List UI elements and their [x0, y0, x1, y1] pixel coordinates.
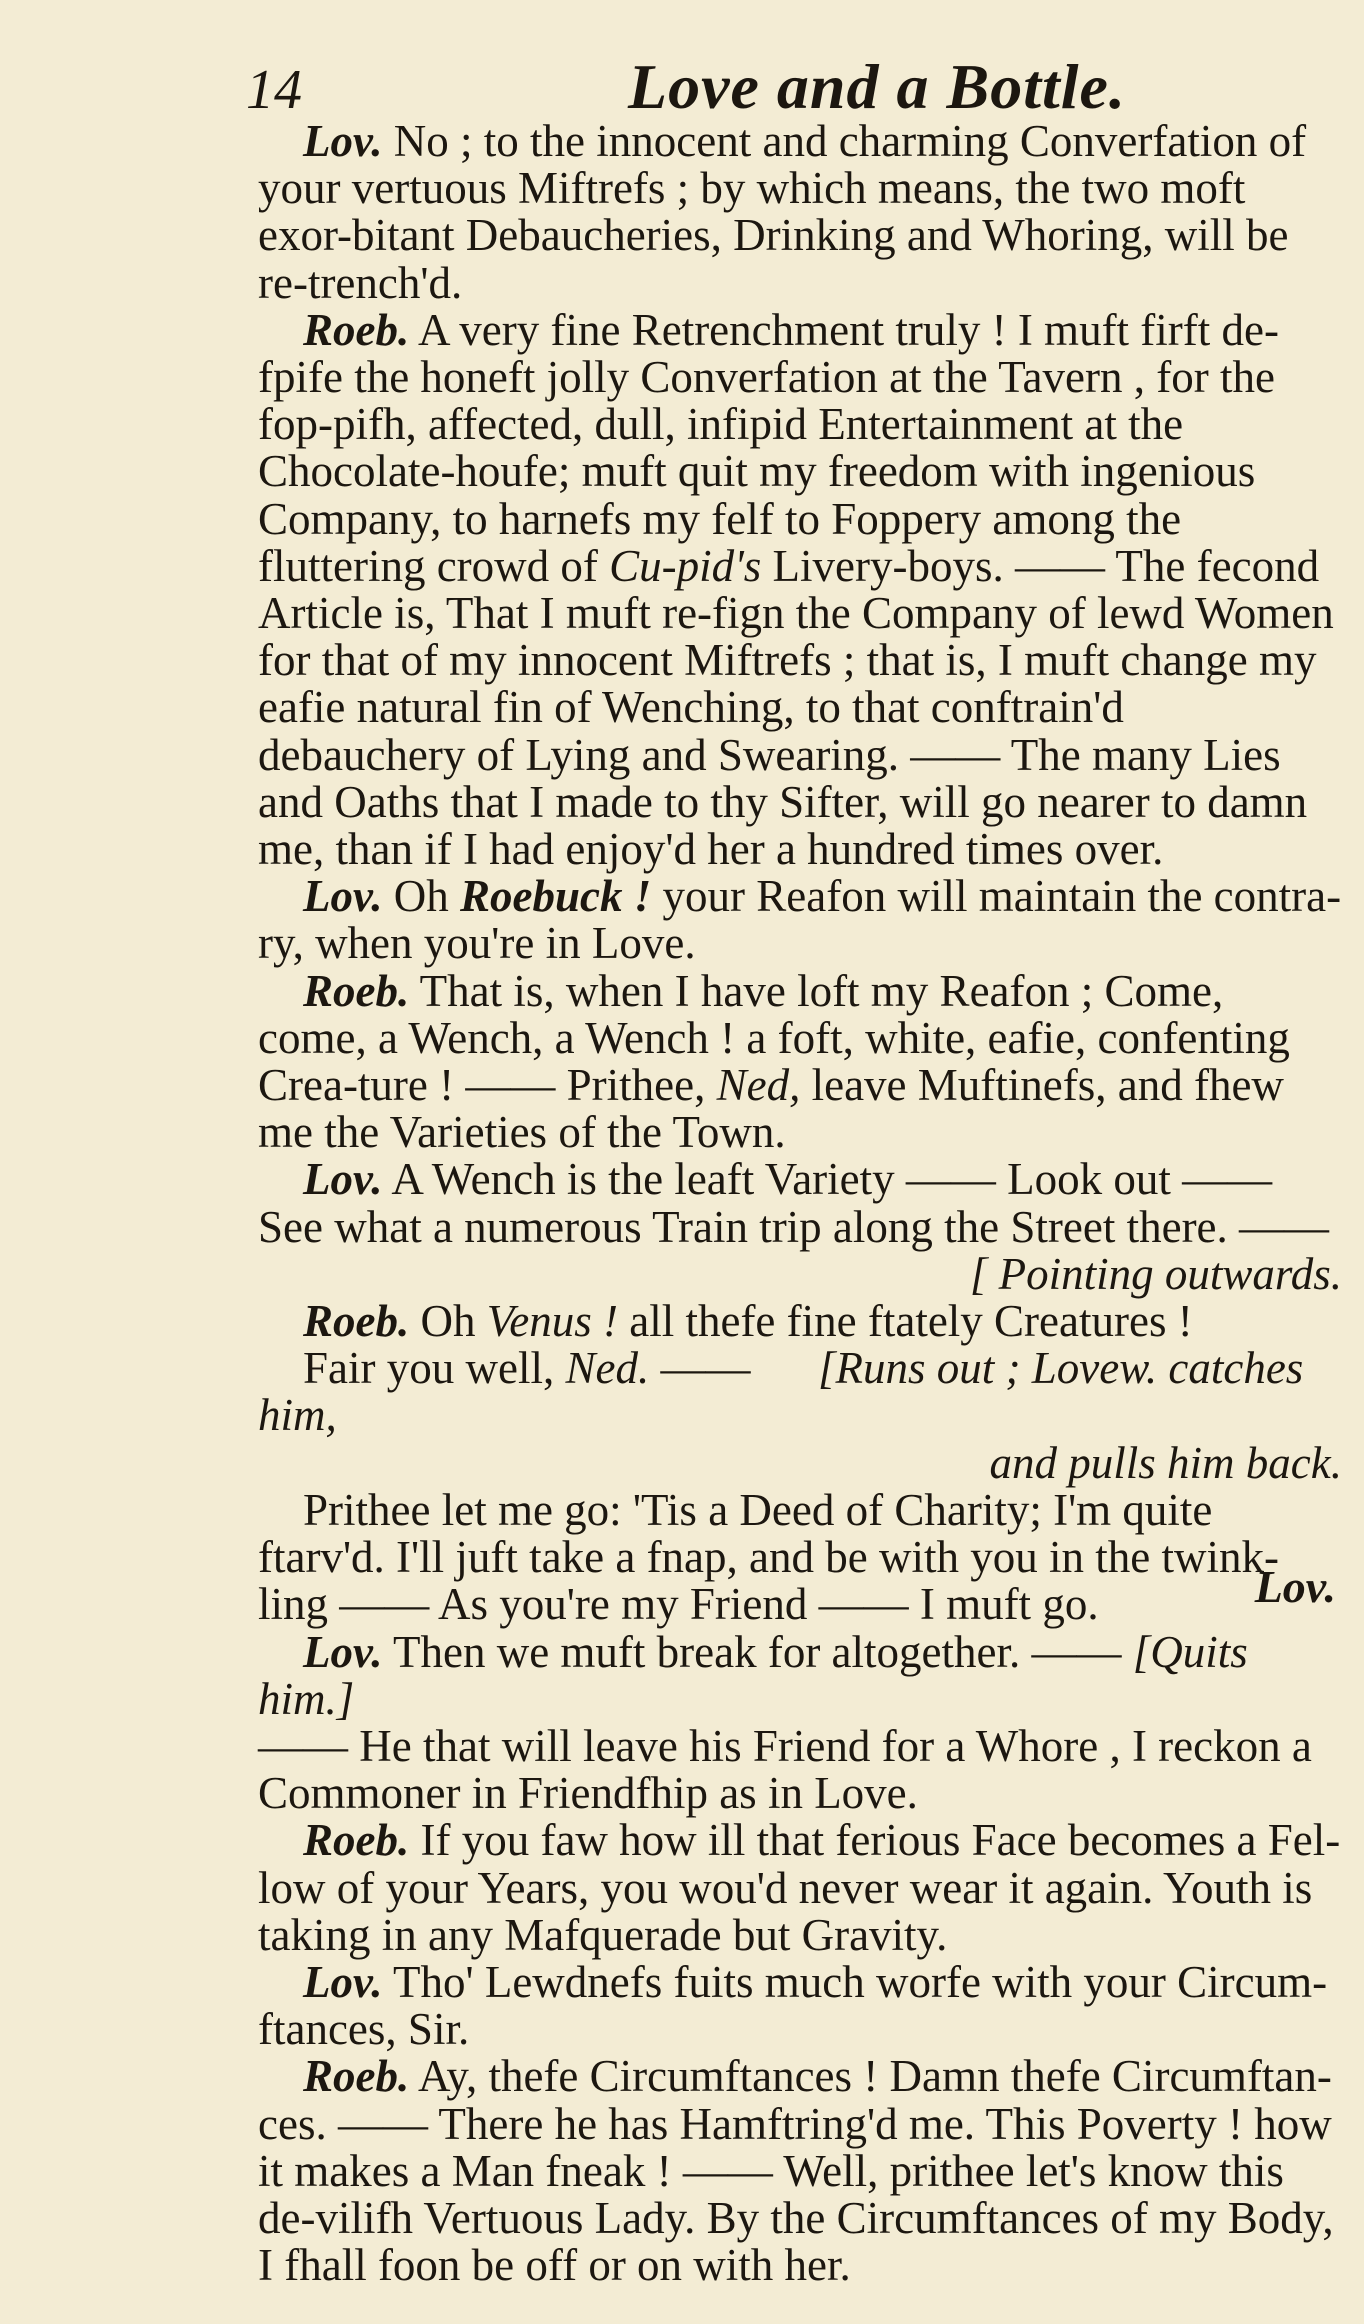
speech	[258, 1720, 1342, 1819]
italic-text: Ned,	[716, 1060, 801, 1111]
italic-text: Roebuck !	[460, 871, 652, 922]
speech	[258, 1817, 1342, 1959]
speech	[258, 1156, 1342, 1250]
speech-text: your Reafon will maintain the contra-ry, when you're in Love.	[258, 871, 1342, 969]
stage-direction: [ Pointing outwards.	[969, 1248, 1342, 1299]
speech-text: Then we muft break for altogether. ——	[382, 1626, 1133, 1677]
speech-text: Fair you well,	[303, 1343, 566, 1394]
speaker: Lov.	[303, 871, 383, 922]
speech-text: Ay, thefe Circumftances ! Damn thefe Circumftan-ces. —— There he has Hamftring'd me. This Poverty ! how it makes a Man fneak ! —— Well, prithee let's know this de-vilifh Vertuous Lady. By the Circumftances of my Body, I fhall foon be off or on with her.	[258, 2051, 1334, 2291]
play-text	[258, 118, 1342, 2289]
speech-text: A Wench is the leaft Variety —— Look out —— See what a numerous Train trip along the Street there. ——	[258, 1154, 1330, 1252]
speaker: Lov.	[303, 1154, 383, 1205]
speech-text: No ; to the innocent and charming Converfation of your vertuous Miftrefs ; by which means, the two moft exor-bitant Debaucheries, Drinking and Whoring, will be re-trench'd.	[258, 116, 1307, 308]
speech	[258, 304, 1342, 875]
speaker: Roeb.	[303, 1296, 410, 1347]
speech-text: A very fine Retrenchment truly ! I muft firft de-fpife the honeft jolly Converfation at the Tavern , for the fop-pifh, affected, dull, infipid Entertainment at the Chocolate-houfe; muft quit my freedom with ingenious Company, to harnefs my felf to Foppery among the fluttering crowd of	[258, 304, 1279, 591]
speech-text: Prithee let me go: 'Tis a Deed of Charity; I'm quite ftarv'd. I'll juft take a fnap, and be with you in the twink-ling —— As you're my Friend —— I muft go.	[258, 1484, 1279, 1630]
running-title: Love and a Bottle.	[628, 51, 1126, 122]
speech-text: all thefe fine ftately Creatures !	[617, 1296, 1193, 1347]
speech	[258, 1345, 1342, 1439]
speaker: Roeb.	[303, 2051, 410, 2102]
speaker: Lov.	[303, 1956, 383, 2007]
page-header	[238, 38, 1338, 128]
speech-text: If you faw how ill that ferious Face becomes a Fel-low of your Years, you wou'd never wear it again. Youth is taking in any Mafquerade but Gravity.	[258, 1815, 1341, 1960]
speech-text: ——	[649, 1343, 751, 1394]
speaker: Roeb.	[303, 965, 410, 1016]
speech-text: Oh	[382, 871, 461, 922]
speech-text: Tho' Lewdnefs fuits much worfe with your Circum-ftances, Sir.	[258, 1956, 1328, 2055]
page-number: 14	[246, 59, 302, 121]
speaker: Roeb.	[303, 1815, 410, 1866]
stage-direction: [Runs out ; Lovew. catches him,	[258, 1343, 1304, 1441]
speech-text: Oh	[409, 1296, 487, 1347]
stage-direction: and pulls him back.	[989, 1437, 1342, 1488]
italic-text: Venus !	[486, 1296, 618, 1347]
speech	[258, 965, 1342, 1158]
speech	[258, 1484, 1342, 1630]
speaker: Lov.	[303, 1626, 383, 1677]
speech	[258, 873, 1342, 967]
italic-text: Ned.	[565, 1343, 650, 1394]
speech-text: Livery-boys. —— The fecond Article is, That I muft re-fign the Company of lewd Women for that of my innocent Miftrefs ; that is, I muft change my eafie natural fin of Wenching, to that conftrain'd debauchery of Lying and Swearing. —— The many Lies and Oaths that I made to thy Sifter, will go nearer to damn me, than if I had enjoy'd her a hundred times over.	[258, 540, 1334, 875]
speaker: Roeb.	[303, 304, 410, 355]
italic-text: Cu-pid's	[609, 540, 762, 591]
speech	[258, 118, 1342, 307]
speech	[258, 1626, 1342, 1724]
speech	[258, 1298, 1342, 1345]
catchword: Lov.	[1254, 1561, 1336, 1612]
speech	[258, 2053, 1342, 2289]
speech-text: —— He that will leave his Friend for a Whore , I reckon a Commoner in Friendfhip as in Love.	[258, 1720, 1312, 1819]
stage-direction: [Quits him.]	[258, 1626, 1248, 1724]
speaker: Lov.	[303, 116, 383, 166]
speech-text: That is, when I have loft my Reafon ; Come, come, a Wench, a Wench ! a foft, white, eafie, confenting Crea-ture ! —— Prithee,	[258, 965, 1290, 1111]
speech	[258, 1956, 1342, 2055]
speech-text: leave Muftinefs, and fhew me the Varieties of the Town.	[258, 1060, 1284, 1158]
